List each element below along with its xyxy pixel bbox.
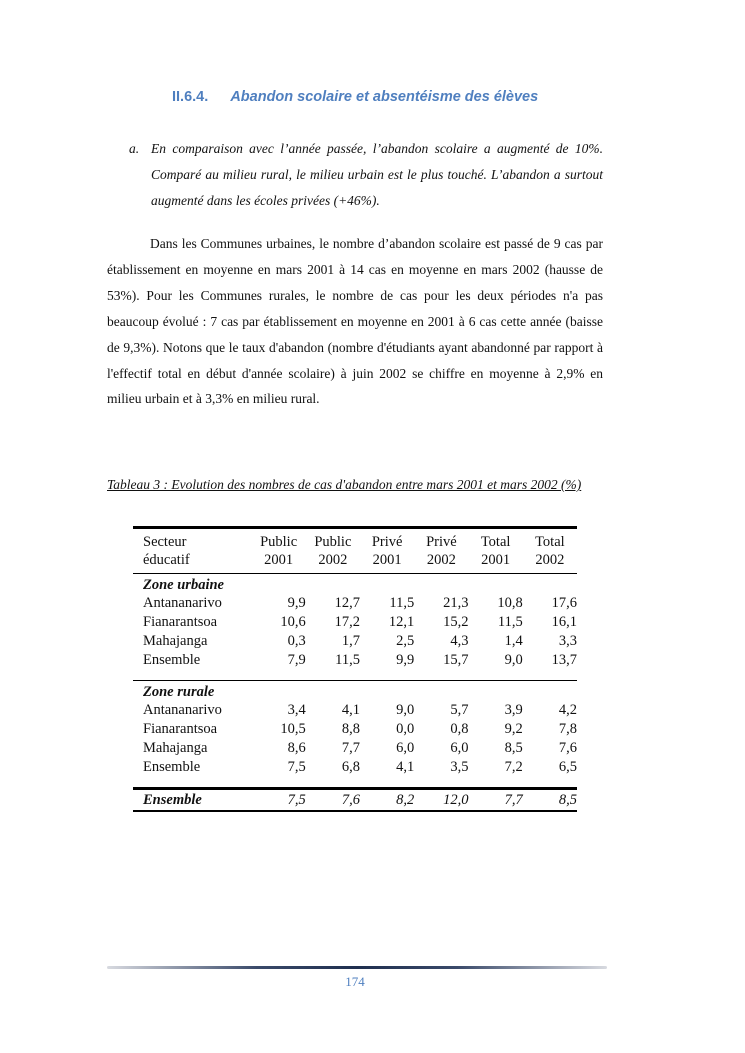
table-cell: 9,9 (396, 652, 415, 668)
table-cell: 8,5 (504, 740, 523, 756)
summary-item (129, 136, 603, 214)
rural-rows (133, 701, 577, 777)
table-cell: 6,0 (396, 740, 415, 756)
table-cell: 10,6 (280, 614, 306, 630)
header-sector: Secteur éducatif (143, 534, 190, 568)
table-cell: 7,6 (558, 740, 577, 756)
table-cell: 15,2 (443, 614, 469, 630)
table-cell: 13,7 (551, 652, 577, 668)
table-row (133, 632, 577, 651)
row-label: Ensemble (143, 759, 201, 775)
table-cell: 12,0 (443, 792, 469, 808)
table-cell: 12,7 (334, 595, 360, 611)
table-row (133, 594, 577, 613)
table-cell: 4,3 (450, 633, 469, 649)
zone-divider-rule (133, 680, 577, 681)
table-caption: Tableau 3 : Evolution des nombres de cas d'abandon entre mars 2001 et mars 2002 (%) (107, 477, 582, 492)
table-cell: 5,7 (450, 702, 469, 718)
table-cell: 0,0 (396, 721, 415, 737)
table-cell: 9,9 (287, 595, 306, 611)
row-label: Mahajanga (143, 740, 208, 756)
table-cell: 1,4 (504, 633, 523, 649)
row-label: Ensemble (143, 652, 201, 668)
table-cell: 8,8 (341, 721, 360, 737)
total-top-rule (133, 787, 577, 790)
table-cell: 15,7 (443, 652, 469, 668)
table-cell: 8,2 (396, 792, 415, 808)
table-cell: 10,8 (497, 595, 523, 611)
table-cell: 3,9 (504, 702, 523, 718)
table-header (133, 529, 577, 569)
table-cell: 11,5 (497, 614, 523, 630)
table-cell: 10,5 (280, 721, 306, 737)
table-cell: 9,0 (504, 652, 523, 668)
table-cell: 3,3 (558, 633, 577, 649)
section-title: Abandon scolaire et absentéisme des élèves (230, 89, 539, 105)
table-bottom-rule (133, 810, 577, 812)
section-heading (172, 89, 538, 105)
table-cell: 7,9 (287, 652, 306, 668)
body-paragraph: Dans les Communes urbaines, le nombre d’abandon scolaire est passé de 9 cas par établissement en moyenne en mars 2001 à 14 cas en moyenne en mars 2002 (hausse de 53%). Pour les Communes rurales, le nombre de cas pour les deux périodes n'a pas beaucoup évolué : 7 cas par établissement en moyenne en 2001 à 6 cas cette année (baisse de 9,3%). Notons que le taux d'abandon (nombre d'étudiants ayant abandonné par rapport à l'effectif total en début d'année scolaire) à juin 2002 se chiffre en moyenne à 2,9% en milieu urbain et à 3,3% en milieu rural. (107, 236, 603, 407)
header-col: Total 2001 (480, 534, 511, 568)
table-cell: 21,3 (443, 595, 469, 611)
table-cell: 11,5 (335, 652, 360, 668)
table-cell: 2,5 (396, 633, 415, 649)
table-cell: 3,4 (287, 702, 306, 718)
table-row (133, 758, 577, 777)
table-cell: 7,7 (504, 792, 523, 808)
table-cell: 1,7 (341, 633, 360, 649)
section-number: II.6.4. (172, 89, 209, 105)
row-label: Antananarivo (143, 595, 222, 611)
table-cell: 8,6 (287, 740, 306, 756)
table-cell: 11,5 (389, 595, 415, 611)
table-cell: 4,1 (341, 702, 360, 718)
table-row (133, 651, 577, 670)
table-cell: 17,2 (334, 614, 360, 630)
zone-rural-label: Zone rurale (143, 684, 215, 700)
table-cell: 7,8 (558, 721, 577, 737)
table-cell: 7,7 (341, 740, 360, 756)
summary-text: En comparaison avec l’année passée, l’abandon scolaire a augmenté de 10%. Comparé au milieu rural, le milieu urbain est le plus touché. L’abandon a surtout augmenté dans les écoles privées (+46%). (151, 141, 603, 208)
header-rule (133, 573, 577, 574)
table-row (133, 613, 577, 632)
table-cell: 4,2 (558, 702, 577, 718)
header-col: Privé 2002 (426, 534, 457, 568)
table-cell: 7,6 (341, 792, 360, 808)
header-col: Public 2002 (314, 534, 352, 568)
urban-rows (133, 594, 577, 670)
total-row (133, 791, 577, 810)
row-label: Antananarivo (143, 702, 222, 718)
header-col: Public 2001 (260, 534, 298, 568)
row-label: Fianarantsoa (143, 614, 218, 630)
row-label: Mahajanga (143, 633, 208, 649)
zone-urban-label: Zone urbaine (143, 577, 224, 593)
table-cell: 4,1 (396, 759, 415, 775)
table-cell: 7,5 (287, 792, 306, 808)
table-cell: 12,1 (388, 614, 415, 630)
row-label: Fianarantsoa (143, 721, 218, 737)
data-table (133, 526, 577, 812)
table-row (133, 739, 577, 758)
table-row (133, 701, 577, 720)
table-cell: 6,0 (450, 740, 469, 756)
table-cell: 16,1 (551, 614, 577, 630)
table-cell: 7,5 (287, 759, 306, 775)
table-row (133, 720, 577, 739)
header-col: Privé 2001 (371, 534, 403, 568)
table-cell: 17,6 (551, 595, 577, 611)
header-col: Total 2002 (535, 534, 565, 568)
table-cell: 8,5 (558, 792, 577, 808)
table-cell: 9,0 (396, 702, 415, 718)
page-number: 174 (345, 974, 365, 989)
table-cell: 3,5 (450, 759, 469, 775)
footer-rule (107, 966, 607, 969)
table-cell: 6,5 (558, 759, 577, 775)
table-cell: 0,8 (450, 721, 469, 737)
list-marker: a. (129, 141, 140, 156)
table-cell: 0,3 (287, 633, 306, 649)
table-cell: 9,2 (504, 721, 523, 737)
table-cell: 6,8 (341, 759, 360, 775)
table-cell: 7,2 (504, 759, 523, 775)
total-label: Ensemble (143, 792, 202, 808)
